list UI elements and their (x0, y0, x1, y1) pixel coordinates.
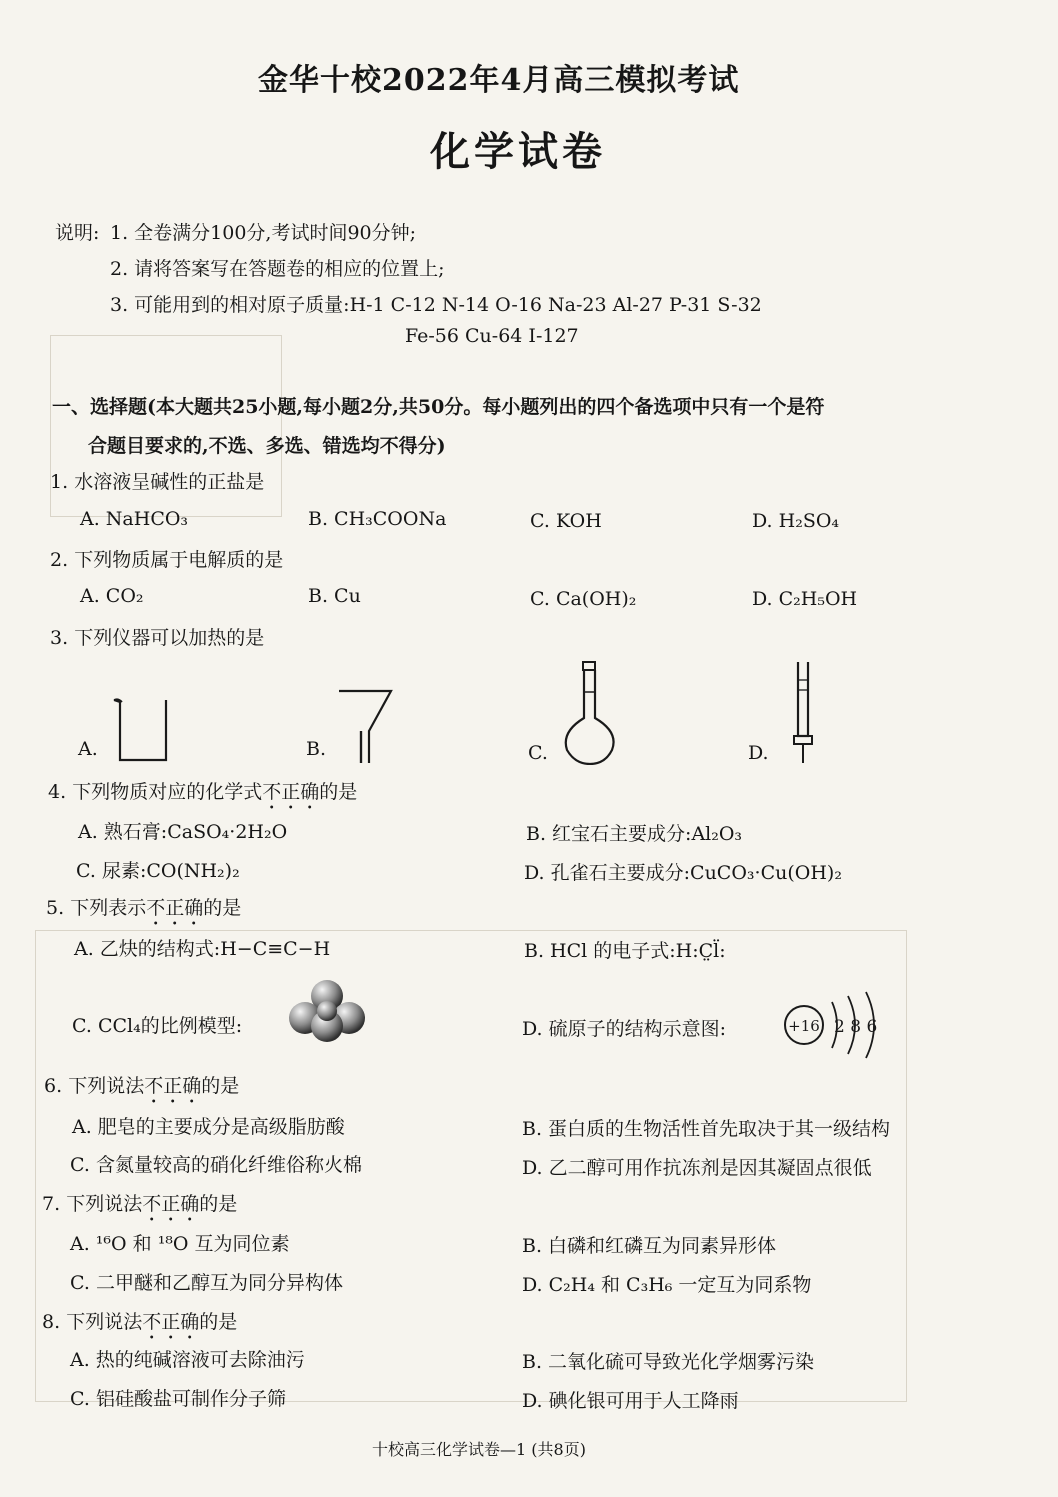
option-a: A. ¹⁶O 和 ¹⁸O 互为同位素 (70, 1233, 290, 1255)
question-number: 4. (48, 781, 67, 803)
stem-text: 下列说法 (68, 1075, 145, 1097)
question-number: 7. (42, 1193, 61, 1215)
stem-text-end: 的是 (319, 781, 358, 803)
stem-text: 水溶液呈碱性的正盐是 (74, 471, 265, 493)
option-d: D. H₂SO₄ (752, 510, 840, 532)
question-number: 2. (50, 549, 69, 571)
stem-text-end: 的是 (199, 1193, 238, 1215)
option-a: A. (78, 738, 98, 760)
emphasized-text: 不正确 (262, 781, 320, 803)
emphasized-text: 不正确 (144, 1075, 202, 1097)
beaker-icon (108, 694, 178, 766)
stem-text-end: 的是 (203, 897, 242, 919)
question-stem (42, 1189, 237, 1226)
option-a: A. 乙炔的结构式:H−C≡C−H (74, 938, 331, 960)
stem-text: 下列说法 (66, 1193, 143, 1215)
emphasized-text: 不正确 (146, 897, 204, 919)
option-b: B. 二氧化硫可导致光化学烟雾污染 (522, 1351, 815, 1373)
question-number: 6. (44, 1075, 63, 1097)
option-c: C. 含氮量较高的硝化纤维俗称火棉 (70, 1154, 362, 1176)
emphasized-text: 不正确 (142, 1193, 200, 1215)
question-number: 8. (42, 1311, 61, 1333)
note-3: 3. 可能用到的相对原子质量:H-1 C-12 N-14 O-16 Na-23 Al-27 P-31 S-32 (110, 294, 762, 316)
option-c: C. 二甲醚和乙醇互为同分异构体 (70, 1272, 343, 1294)
option-c: C. Ca(OH)₂ (530, 588, 637, 610)
option-b: B. HCl 的电子式:H:C̤l̈: (524, 940, 726, 962)
sulfur-atom-diagram-icon (782, 990, 892, 1060)
burette-icon (788, 660, 818, 765)
stem-text-end: 的是 (199, 1311, 238, 1333)
question-number: 1. (50, 471, 69, 493)
option-b: B. (306, 738, 327, 760)
option-d: D. 硫原子的结构示意图: (522, 1018, 727, 1040)
stem-text: 下列表示 (70, 897, 147, 919)
stem-text: 下列物质属于电解质的是 (74, 549, 284, 571)
option-c: C. CCl₄的比例模型: (72, 1015, 243, 1037)
option-b: B. 红宝石主要成分:Al₂O₃ (526, 823, 743, 845)
note-2: 2. 请将答案写在答题卷的相应的位置上; (110, 258, 445, 280)
volumetric-flask-icon (555, 660, 625, 765)
sulfur-shell-counts: 2 8 6 (834, 1017, 878, 1037)
option-a: A. CO₂ (80, 585, 144, 607)
option-a: A. 肥皂的主要成分是高级脂肪酸 (72, 1116, 345, 1138)
ccl4-model-icon (287, 978, 367, 1044)
option-d: D. C₂H₅OH (752, 588, 858, 610)
question-stem (50, 623, 264, 650)
note-1: 1. 全卷满分100分,考试时间90分钟; (110, 222, 417, 244)
option-b: B. 蛋白质的生物活性首先取决于其一级结构 (522, 1118, 891, 1140)
question-stem (46, 893, 241, 930)
paper-title: 化学试卷 (430, 128, 606, 175)
option-a: A. 熟石膏:CaSO₄·2H₂O (78, 821, 288, 843)
option-c: C. KOH (530, 510, 602, 532)
option-d: D. 孔雀石主要成分:CuCO₃·Cu(OH)₂ (524, 862, 842, 884)
question-stem (44, 1071, 239, 1108)
option-c: C. (528, 742, 548, 764)
question-stem (50, 467, 264, 494)
option-d: D. 乙二醇可用作抗冻剂是因其凝固点很低 (522, 1157, 872, 1179)
question-stem (50, 545, 283, 572)
option-a: A. 热的纯碱溶液可去除油污 (70, 1349, 305, 1371)
section-heading: 一、选择题(本大题共25小题,每小题2分,共50分。每小题列出的四个备选项中只有一个是符 (52, 396, 825, 418)
option-c: C. 尿素:CO(NH₂)₂ (76, 860, 240, 882)
question-stem (48, 777, 357, 814)
option-b: B. Cu (308, 585, 361, 607)
emphasized-text: 不正确 (142, 1311, 200, 1333)
option-d: D. C₂H₄ 和 C₃H₆ 一定互为同系物 (522, 1274, 812, 1296)
notes-lead: 说明: (55, 222, 100, 244)
stem-text-end: 的是 (201, 1075, 240, 1097)
option-b: B. 白磷和红磷互为同素异形体 (522, 1235, 777, 1257)
question-stem (42, 1307, 237, 1344)
option-d: D. 碘化银可用于人工降雨 (522, 1390, 739, 1412)
question-number: 5. (46, 897, 65, 919)
page-footer: 十校高三化学试卷—1 (共8页) (372, 1440, 586, 1459)
option-b: B. CH₃COONa (308, 508, 447, 530)
funnel-icon (335, 685, 395, 765)
stem-text: 下列仪器可以加热的是 (74, 627, 265, 649)
sulfur-nucleus-label: +16 (788, 1017, 820, 1035)
option-d: D. (748, 742, 769, 764)
question-number: 3. (50, 627, 69, 649)
option-c: C. 铝硅酸盐可制作分子筛 (70, 1388, 286, 1410)
stem-text: 下列说法 (66, 1311, 143, 1333)
option-a: A. NaHCO₃ (80, 508, 189, 530)
note-3-cont: Fe-56 Cu-64 I-127 (405, 325, 579, 347)
stem-text: 下列物质对应的化学式 (72, 781, 263, 803)
section-heading-cont: 合题目要求的,不选、多选、错选均不得分) (88, 435, 446, 457)
exam-title: 金华十校2022年4月高三模拟考试 (258, 63, 740, 98)
